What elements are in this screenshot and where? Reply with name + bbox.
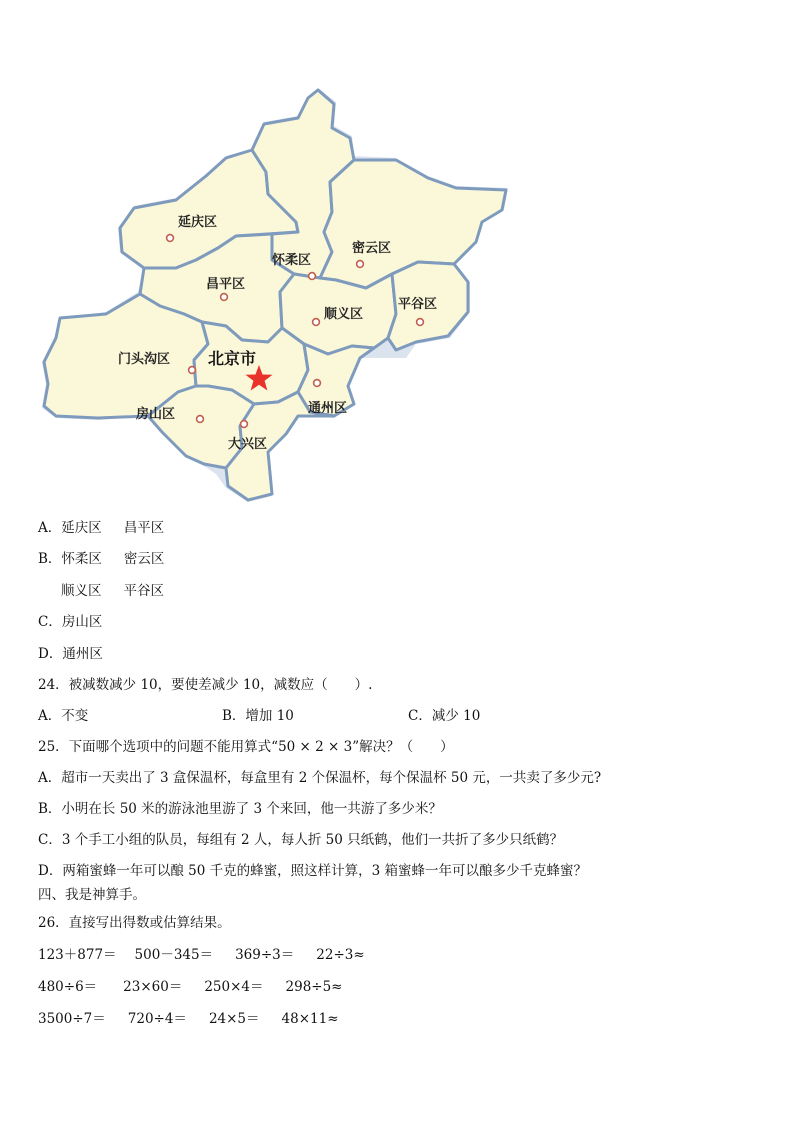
marker-miyun	[357, 261, 364, 268]
district-shapes	[42, 88, 508, 502]
calc-item: 123＋877＝	[38, 947, 117, 963]
option-letter: C．	[38, 614, 62, 630]
option-item: 房山区	[61, 614, 103, 630]
option-item: 通州区	[62, 646, 103, 662]
label-mentougou: 门头沟区	[118, 352, 171, 367]
label-shunyi: 顺义区	[324, 307, 364, 322]
option-letter: A．	[38, 520, 62, 536]
option-item: 昌平区	[123, 520, 165, 536]
q24-option-c: C．减少 10	[408, 708, 481, 724]
label-tongzhou: 通州区	[308, 401, 348, 416]
beijing-district-map	[36, 82, 512, 504]
section-heading: 四、我是神算手。	[38, 887, 146, 903]
label-fangshan: 房山区	[136, 407, 176, 422]
label-daxing: 大兴区	[228, 437, 268, 452]
q23-option-b-continued	[61, 582, 164, 600]
q23-option-a	[38, 519, 164, 537]
marker-changping	[221, 294, 228, 301]
q26-stem: 26．直接写出得数或估算结果。	[38, 915, 231, 931]
q23-option-c	[38, 613, 102, 631]
q26-row	[38, 978, 343, 996]
calc-item: 22÷3≈	[316, 947, 365, 963]
calc-item: 369÷3＝	[235, 947, 295, 963]
label-huairou: 怀柔区	[272, 253, 312, 268]
calc-item: 720÷4＝	[127, 1011, 187, 1027]
calc-item: 48×11≈	[281, 1011, 339, 1027]
marker-yanqing	[167, 235, 174, 242]
option-item: 怀柔区	[61, 551, 102, 567]
calc-item: 298÷5≈	[285, 979, 343, 995]
q25-option-d: D．两箱蜜蜂一年可以酿 50 千克的蜂蜜，照这样计算，3 箱蜜蜂一年可以酿多少千克蜂蜜？	[38, 863, 587, 879]
marker-pinggu	[417, 319, 424, 326]
q24-stem: 24．被减数减少 10，要使差减少 10，减数应（ ）.	[38, 677, 373, 693]
calc-item: 3500÷7＝	[38, 1011, 106, 1027]
marker-daxing	[241, 421, 248, 428]
q25-option-c: C．3 个手工小组的队员，每组有 2 人，每人折 50 只纸鹤，他们一共折了多少只纸鹤？	[38, 832, 564, 848]
calc-item: 23×60＝	[123, 979, 183, 995]
label-yanqing: 延庆区	[178, 215, 218, 230]
calc-item: 24×5＝	[208, 1011, 260, 1027]
q25-option-a: A．超市一天卖出了 3 盒保温杯，每盒里有 2 个保温杯，每个保温杯 50 元，一共卖了多少元?	[38, 770, 602, 786]
q24-option-b: B．增加 10	[222, 708, 294, 724]
option-item: 平谷区	[123, 583, 164, 599]
q25-option-b: B．小明在长 50 米的游泳池里游了 3 个来回，他一共游了多少米？	[38, 801, 442, 817]
q23-option-b	[38, 550, 164, 568]
label-pinggu: 平谷区	[398, 297, 438, 312]
q23-option-d	[38, 645, 103, 663]
q25-stem: 25．下面哪个选项中的问题不能用算式“50 × 2 × 3”解决？（ ）	[38, 739, 454, 755]
marker-mentougou	[189, 367, 196, 374]
q26-row	[38, 1010, 339, 1028]
label-miyun: 密云区	[352, 241, 392, 256]
marker-huairou	[309, 273, 316, 280]
option-item: 顺义区	[61, 583, 102, 599]
marker-tongzhou	[314, 380, 321, 387]
marker-fangshan	[197, 416, 204, 423]
marker-shunyi	[313, 319, 320, 326]
option-letter: B．	[38, 551, 62, 567]
option-item: 密云区	[123, 551, 165, 567]
q24-option-a: A．不变	[38, 708, 89, 724]
q26-row	[38, 946, 365, 964]
calc-item: 250×4＝	[204, 979, 264, 995]
calc-item: 480÷6＝	[38, 979, 98, 995]
option-letter: D．	[38, 646, 63, 662]
option-item: 延庆区	[61, 520, 102, 536]
label-changping: 昌平区	[206, 277, 246, 292]
label-beijing-city: 北京市	[208, 349, 257, 368]
calc-item: 500－345＝	[134, 947, 214, 963]
